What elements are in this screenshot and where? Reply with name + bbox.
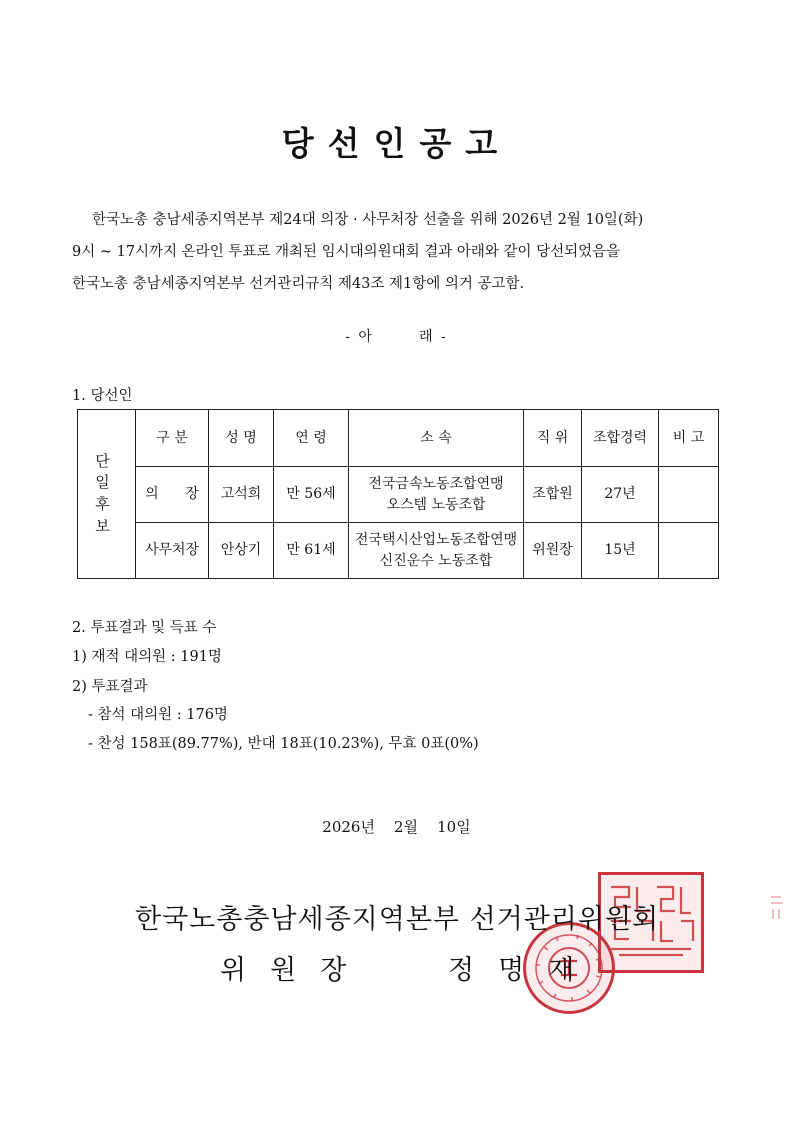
cell-name: 고석희: [209, 467, 274, 523]
cell-career: 27년: [582, 467, 659, 523]
intro-line-3: 한국노총 충남세종지역본부 선거관리규칙 제43조 제1항에 의거 공고함.: [72, 276, 525, 292]
header-name: 성 명: [209, 410, 274, 467]
intro-line-1: 한국노총 충남세종지역본부 제24대 의장 · 사무처장 선출을 위해 2026년 2월 10일(화): [92, 212, 644, 228]
section1-heading: 1. 당선인: [72, 388, 133, 404]
header-affiliation: 소 속: [349, 410, 524, 467]
committee-name: 한국노총충남세종지역본부 선거관리위원회: [135, 904, 660, 935]
cell-age: 만 61세: [274, 523, 349, 579]
cell-note: [659, 467, 719, 523]
vote-item-2: 2) 투표결과: [72, 679, 148, 695]
table-row: [78, 467, 719, 523]
vote-item-1: 1) 재적 대의원 : 191명: [72, 649, 222, 665]
header-age: 연 령: [274, 410, 349, 467]
vote-bullet-1: - 참석 대의원 : 176명: [88, 707, 228, 723]
page-title: 당선인공고: [281, 124, 512, 163]
chair-title: 위원장: [220, 955, 371, 986]
vote-bullet-2: - 찬성 158표(89.77%), 반대 18표(10.23%), 무효 0표(0%): [88, 736, 479, 752]
candidates-table: [77, 409, 719, 579]
header-division: 구 분: [136, 410, 209, 467]
group-label: 단 일 후 보: [78, 410, 136, 579]
header-position: 직 위: [524, 410, 582, 467]
cell-career: 15년: [582, 523, 659, 579]
subheading: - 아 래 -: [345, 329, 448, 345]
section2-heading: 2. 투표결과 및 득표 수: [72, 620, 217, 636]
cell-affiliation: 전국금속노동조합연맹 오스템 노동조합: [349, 467, 524, 523]
margin-stamp-mark: [768, 893, 786, 923]
cell-role: 의 장: [136, 467, 209, 523]
chair-name: 정명재: [448, 955, 599, 986]
table-row: [78, 523, 719, 579]
announcement-date: 2026년 2월 10일: [322, 818, 471, 836]
cell-role: 사무처장: [136, 523, 209, 579]
cell-note: [659, 523, 719, 579]
header-note: 비 고: [659, 410, 719, 467]
cell-position: 위원장: [524, 523, 582, 579]
header-career: 조합경력: [582, 410, 659, 467]
cell-position: 조합원: [524, 467, 582, 523]
intro-line-2: 9시 ~ 17시까지 온라인 투표로 개최된 임시대의원대회 결과 아래와 같이 당선되었음을: [72, 244, 621, 260]
cell-age: 만 56세: [274, 467, 349, 523]
cell-name: 안상기: [209, 523, 274, 579]
cell-affiliation: 전국택시산업노동조합연맹 신진운수 노동조합: [349, 523, 524, 579]
margin-mark-icon: [768, 893, 786, 923]
